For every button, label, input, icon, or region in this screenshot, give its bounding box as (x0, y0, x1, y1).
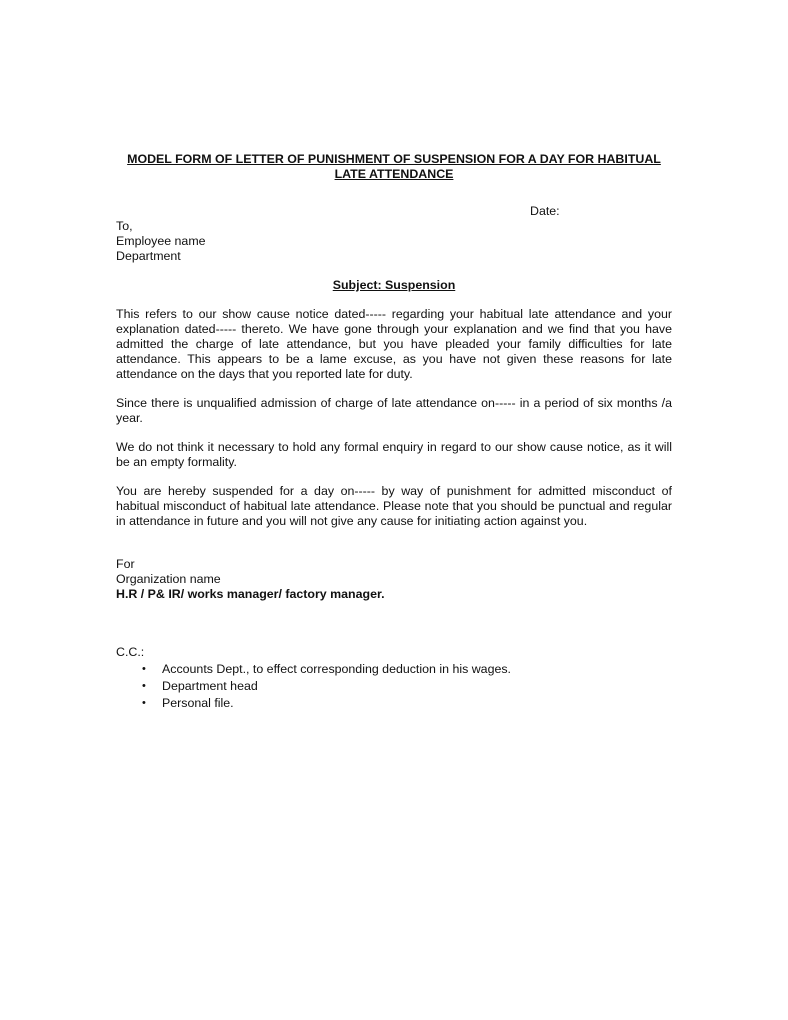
cc-item-text: Personal file. (162, 696, 234, 710)
date-label: Date: (530, 204, 560, 218)
cc-label: C.C.: (116, 645, 145, 659)
cc-list (116, 662, 672, 713)
bullet-icon: • (142, 663, 146, 675)
letter-body (116, 152, 672, 713)
signature-block (116, 557, 672, 602)
cc-list-item (116, 696, 672, 713)
signature-for: For (116, 557, 135, 571)
paragraph-show-cause: This refers to our show cause notice dated----- regarding your habitual late attendance and your explanation dated----- thereto. We have gone through your explanation and we find that you have admitted the charge of late attendance, but you have pleaded your family difficulties for late attendance. This appears to be a lame excuse, as you have not given these reasons for late attendance on the days that you reported late for duty. (116, 307, 672, 381)
address-to: To, (116, 219, 133, 233)
cc-item-text: Department head (162, 679, 258, 693)
cc-section (116, 645, 672, 713)
title-line-2: LATE ATTENDANCE (334, 167, 454, 181)
bullet-icon: • (142, 680, 146, 692)
paragraph-suspension: You are hereby suspended for a day on----- by way of punishment for admitted misconduct of habitual misconduct of habitual late attendance. Please note that you should be punctual and regular in attendance in future and you will not give any cause for initiating action against you. (116, 484, 672, 528)
cc-list-item (116, 662, 672, 679)
address-department: Department (116, 249, 181, 263)
paragraph-enquiry: We do not think it necessary to hold any formal enquiry in regard to our show cause notice, as it will be an empty formality. (116, 440, 672, 469)
signature-organization: Organization name (116, 572, 221, 586)
address-employee-name: Employee name (116, 234, 206, 248)
paragraph-admission: Since there is unqualified admission of charge of late attendance on----- in a period of six months /a year. (116, 396, 672, 425)
cc-list-item (116, 679, 672, 696)
subject-line: Subject: Suspension (332, 278, 456, 292)
signature-designation: H.R / P& IR/ works manager/ factory manager. (116, 587, 385, 601)
bullet-icon: • (142, 697, 146, 709)
recipient-address (116, 219, 672, 264)
cc-item-text: Accounts Dept., to effect corresponding deduction in his wages. (162, 662, 511, 676)
date-line (116, 204, 672, 219)
title-line-1: MODEL FORM OF LETTER OF PUNISHMENT OF SUSPENSION FOR A DAY FOR HABITUAL (127, 152, 661, 166)
document-title (116, 152, 672, 182)
